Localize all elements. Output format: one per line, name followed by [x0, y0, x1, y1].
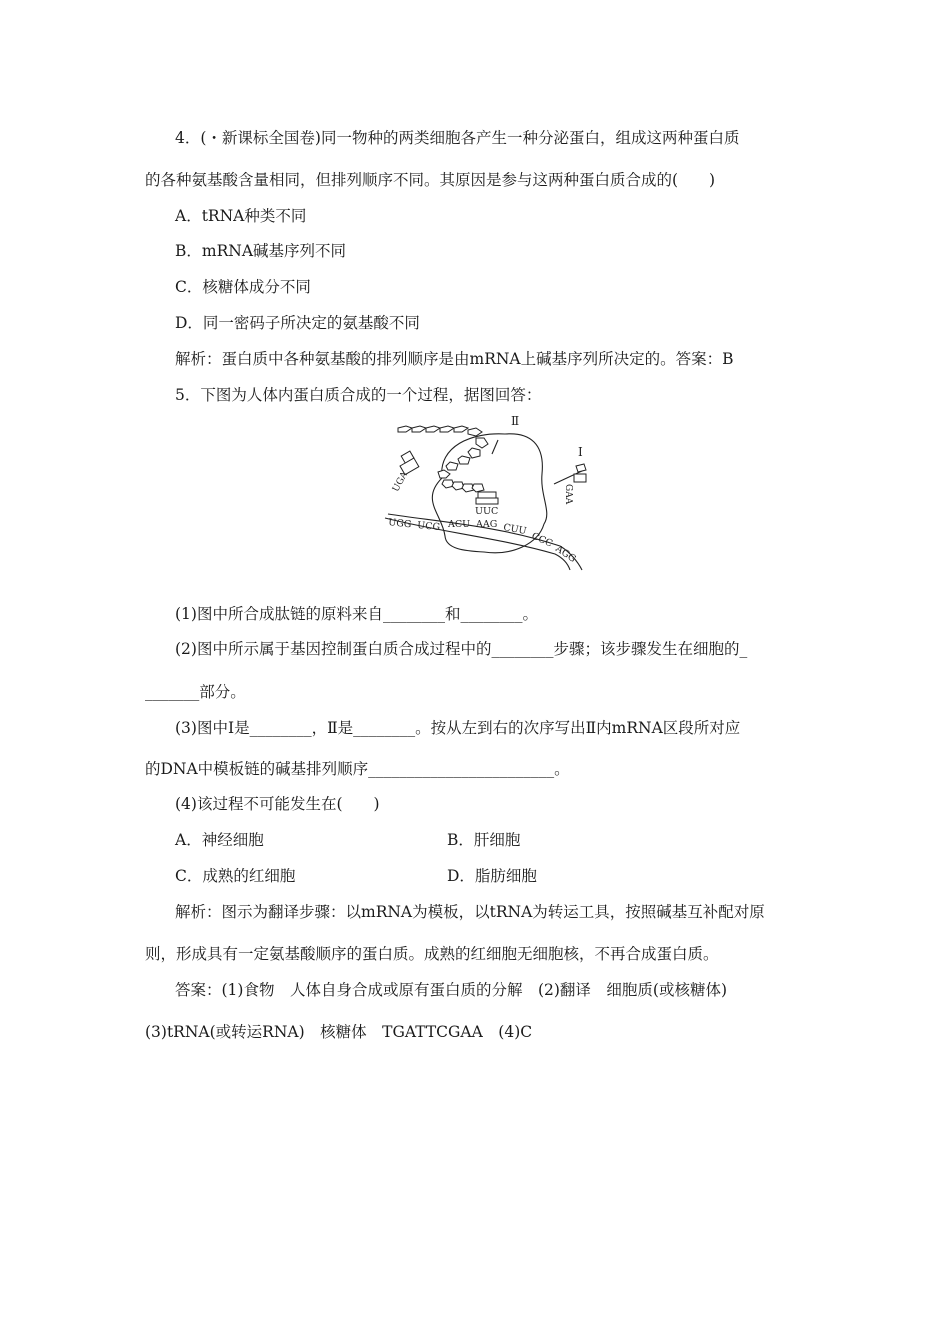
q5-analysis-line1: 解析：图示为翻译步骤：以mRNA为模板，以tRNA为转运工具，按照碱基互补配对原 — [175, 903, 765, 921]
q5-sub3-line2: 的DNA中模板链的碱基排列顺序________________________。 — [145, 760, 570, 778]
trna-middle — [476, 492, 498, 504]
anticodon-middle: UUC — [475, 506, 499, 517]
q5-sub3-line1: (3)图中Ⅰ是________，Ⅱ是________。按从左到右的次序写出Ⅱ内mRNA区段所对应 — [175, 719, 741, 737]
codon-5: CUU — [502, 522, 528, 537]
q5-analysis-line2: 则，形成具有一定氨基酸顺序的蛋白质。成熟的红细胞无细胞核，不再合成蛋白质。 — [145, 945, 719, 963]
q5-sub2-line2: _______部分。 — [145, 683, 246, 701]
q5-sub1: (1)图中所合成肽链的原料来自________和________。 — [175, 605, 538, 623]
anticodon-right: GAA — [563, 484, 573, 505]
q5-stem: 5．下图为人体内蛋白质合成的一个过程，据图回答： — [175, 386, 542, 404]
translation-diagram — [380, 414, 590, 574]
codon-1: UGG — [387, 517, 412, 531]
q5-sub2-line1: (2)图中所示属于基因控制蛋白质合成过程中的________步骤；该步骤发生在细胞的_ — [175, 640, 748, 658]
q4-analysis: 解析：蛋白质中各种氨基酸的排列顺序是由mRNA上碱基序列所决定的。答案：B — [175, 350, 734, 368]
q4-option-a: A．tRNA种类不同 — [175, 207, 307, 225]
q4-option-b: B．mRNA碱基序列不同 — [175, 242, 347, 260]
q4-option-c: C．核糖体成分不同 — [175, 278, 311, 296]
label-ii: Ⅱ — [511, 414, 520, 428]
q4-stem-line1: 4．(・新课标全国卷)同一物种的两类细胞各产生一种分泌蛋白，组成这两种蛋白质 — [175, 129, 740, 147]
q5-sub4-option-b: B．肝细胞 — [447, 831, 521, 849]
trna-right — [574, 464, 586, 482]
codon-7: AGG — [553, 543, 578, 565]
codon-3: ACU — [448, 519, 471, 530]
q4-stem-line2: 的各种氨基酸含量相同，但排列顺序不同。其原因是参与这两种蛋白质合成的( ) — [145, 171, 716, 189]
q5-answer-line1: 答案：(1)食物 人体自身合成或原有蛋白质的分解 (2)翻译 细胞质(或核糖体) — [175, 981, 728, 999]
codon-2: UCG — [416, 520, 441, 533]
q5-sub4-option-a: A．神经细胞 — [175, 831, 264, 849]
codon-6: CCC — [529, 530, 555, 550]
anticodon-left: UGA — [391, 470, 411, 494]
trna-left — [396, 451, 419, 475]
q5-sub4-option-c: C．成熟的红细胞 — [175, 867, 296, 885]
pointer-line-ii — [492, 440, 498, 454]
codon-4: AAG — [476, 519, 498, 530]
q5-sub4: (4)该过程不可能发生在( ) — [175, 795, 380, 813]
q5-sub4-option-d: D．脂肪细胞 — [447, 867, 537, 885]
q5-answer-line2: (3)tRNA(或转运RNA) 核糖体 TGATTCGAA (4)C — [145, 1023, 533, 1041]
label-i: Ⅰ — [578, 445, 583, 459]
q4-option-d: D．同一密码子所决定的氨基酸不同 — [175, 314, 420, 332]
